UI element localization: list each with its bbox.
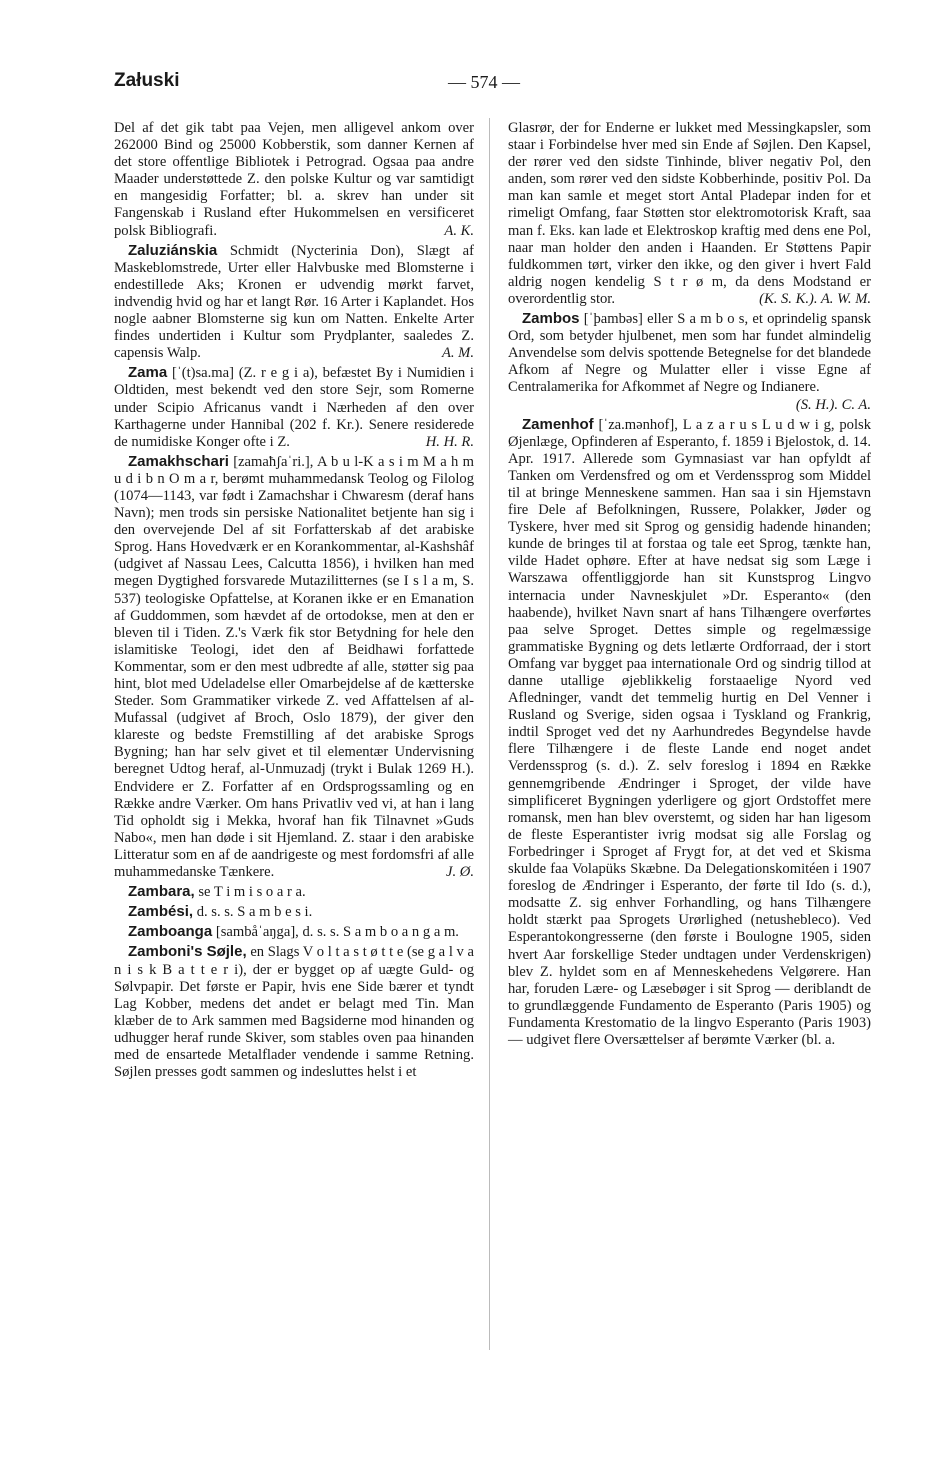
author-signature: A. M. bbox=[441, 345, 474, 362]
entry-zaluzianskia bbox=[114, 242, 474, 363]
entry-headword: Zama bbox=[128, 364, 168, 382]
column-divider bbox=[489, 118, 490, 1350]
continuation-text: Glasrør, der for Enderne er lukket med Messingkapsler, som staar i Forbindelse hver med sin Ende af Søjlen. Den Kapsel, der rører ved den sidste Tinhinde, bliver negativ Pol, den anden, som rører ved den sidste Kobberhinde, positiv Pol. Da man kan samle et meget stort Antal Pladepar inden for et rimeligt Omfang, faar Støtten stor elektromotorisk Kraft, saa man f. Eks. kan lade et Elektroskop kraftig med dens ene Pol, naar man holder den anden i Haanden. Er Støttens Papir fuldkommen tørt, virker den ikke, og den giver i hvert Fald aldrig nogen kendelig S t r ø m, da dens Modstand er overordentlig stor. bbox=[508, 120, 871, 307]
author-signature: (S. H.). C. A. bbox=[795, 396, 871, 413]
entry-headword: Zambara, bbox=[128, 883, 195, 901]
right-column bbox=[508, 120, 871, 1049]
entry-text: [zamaħʃaˈri.], A b u l-K a s i m M a h m u d i b n O m a r, berømt muhammedansk Teolog og Filolog (1074—1143, var født i Zamachshar i Chwaresm (deraf hans Navn); men trods sin persiske Nationalitet betjente han sig i den overvejende Del af sit Forfatterskab af det arabiske Sprog. Hans Hovedværk er en Korankommentar, al-Kashshâf (udgivet af Nassau Lees, Calcutta 1856), i hvilken han med megen Dygtighed forsvarede Mutazilitternes (se I s l a m, S. 537) teologiske Opfattelse, at Koranen ikke er en Emanation af Guddommen, som hævdet af de ortodokse, men at den er bleven til i Tiden. Z.'s Værk fik stor Betydning for hele den islamitiske Teologi, idet den af Beidhawi forfattede Kommentar, som er den mest udbredte af alle, støtter sig paa hint, blot med Udeladelse eller Omarbejdelse af de kætterske Steder. Som Grammatiker virkede Z. ved Affattelsen af al-Mufassal (udgivet af Broch, Oslo 1879), der giver den klareste og bedste Fremstilling af det arabiske Sprogs Bygning; han har selv givet et til elementær Undervisning beregnet Udtog heraf, al-Unmuzadj (trykt i Bulak 1269 H.). Endvidere er Z. Forfatter af en Ordsprogssamling og en Række andre Værker. Om hans Privatliv ved vi, at han i lang Tid opholdt sig i Mekka, hvoraf han fik Tilnavnet »Guds Nabo«, men han døde i sit Hjemland. Z. staar i den arabiske Litteratur som en af de aandrigeste og mest fordomsfri af alle muhammedanske Tænkere. bbox=[114, 453, 474, 881]
entry-zama bbox=[114, 364, 474, 450]
author-signature: J. Ø. bbox=[446, 864, 474, 881]
entry-headword: Zambési, bbox=[128, 903, 194, 921]
entry-headword: Zambos bbox=[522, 310, 580, 328]
entry-text: se T i m i s o a r a. bbox=[198, 884, 306, 901]
entry-headword: Zamakhschari bbox=[128, 452, 229, 470]
entry-text: Schmidt (Nycterinia Don), Slægt af Maskeblomstrede, Urter eller Halvbuske med Blomsterne i endestillede Aks; Kronen er udvendig mørkt farvet, indvendig hvid og har et langt Rør. 16 Arter i Kaplandet. Hos nogle aabner Blomsterne sig kun om Natten. Enkelte Arter findes undertiden i Kultur som Prydplanter, saaledes Z. capensis Walp. bbox=[114, 242, 474, 362]
entry-zambos bbox=[508, 310, 871, 414]
entry-zambara bbox=[114, 883, 474, 901]
entry-zambesi bbox=[114, 903, 474, 921]
entry-zamenhof bbox=[508, 416, 871, 1049]
entry-text: [ˈza.mənhof], L a z a r u s L u d w i g, polsk Øjenlæge, Opfinderen af Esperanto, f. 1859 i Bjelostok, d. 14. Apr. 1917. Allerede som Gymnasiast var han opfyldt af Tanken om Verdensfred og om et Verdenssprog som Middel til at bringe Menneskene sammen. Han saa i sin Hjemstavn fire Dele af Befolkningen, Russere, Polakker, Jøder og Tyskere, hver med sit Sprog og gensidig hadende hinanden; kunde de bringes til at forstaa og tale eet Sprog, tænkte han, vilde Hadet ophøre. Efter at have nedsat sig som Læge i Warszawa offentliggjorde han sit Kunstsprog Lingvo internacia under Navneskjulet »Dr. Esperanto« (den haabende), hvilket Navn snart af hans Tilhængere overførtes paa selve Sproget. Dettes simple og regelmæssige grammatiske Bygning og dets letlærte Ordforraad, der i stort Omfang var bygget paa internationale Ord og sindrig tillod at danne utallige øjeblikkelig forstaaelige Nyord ved Afledninger, vandt det temmelig hurtig en Del Venner i Rusland og Sverige, siden ogsaa i Tyskland og Frankrig, indtil Sproget ved det ny Aarhundredes Begyndelse havde flere Tilhængere i de fleste Lande end noget andet Verdenssprog (s. d.). Z. selv foreslog i 1894 en Række gennemgribende Ændringer i Sproget, der vilde have simplificeret Bygningen yderligere og gjort Ordstoffet mere romansk, men han blev overstemt, og siden har han ligesom de fleste Esperantister ivrig modsat sig alle Forslag og Forbedringer i Sproget af Frygt for, at det ved et Skisma skulde faa Volapüks Skæbne. Da Delegationskomitéen i 1907 foreslog de Ændringer i Esperanto, der førte til Ido (s. d.), modsatte Z. sig enhver Forhandling, og hans Tilhængere holdt stærkt paa Sprogets Urørlighed (netushebleco). Ved Esperantokongresserne (den første i Boulogne 1905, siden hvert Aar forskellige Steder undtagen under Verdenskrigen) blev Z. hyldet som en af Menneskehedens Velgørere. Han har, foruden Lære- og Læsebøger i sit Sprog — deriblandt de to grundlæggende Fundamento de Esperanto (Paris 1905) og Fundamenta Krestomatio de la lingvo Esperanto (Paris 1903) — udgivet flere Oversættelser af berømte Værker (bl. a. bbox=[508, 416, 871, 1048]
running-head-word: Załuski bbox=[114, 70, 180, 91]
author-signature: (K. S. K.). A. W. M. bbox=[759, 290, 871, 307]
entry-headword: Zamboni's Søjle, bbox=[128, 943, 247, 961]
entry-text: [ˈþambəs] eller S a m b o s, et oprindelig spansk Ord, som betyder hjulbenet, men som har fundet almindelig Anvendelse som delvis spottende Betegnelse for det blandede Afkom af Negre og Mulatter eller i visse Egne af Centralamerika for Afkommet af Negre og Indianere. bbox=[508, 311, 871, 396]
continuation-paragraph bbox=[508, 120, 871, 308]
author-signature: H. H. R. bbox=[425, 433, 474, 450]
continuation-paragraph bbox=[114, 120, 474, 240]
entry-headword: Zamboanga bbox=[128, 923, 213, 941]
entry-text: [ˈ(t)sa.ma] (Z. r e g i a), befæstet By i Numidien i Oldtiden, mest bekendt ved den store Sejr, som Romerne under Scipio Africanus vandt i Nærheden af den over Karthagerne under Hannibal (202 f. Kr.). Senere residerede de numidiske Konger ofte i Z. bbox=[114, 365, 474, 450]
left-column bbox=[114, 120, 474, 1081]
entry-zambonis-sojle bbox=[114, 943, 474, 1081]
page-number: — 574 — bbox=[448, 72, 520, 92]
entry-text: d. s. s. S a m b e s i. bbox=[196, 904, 313, 921]
entry-zamboanga bbox=[114, 923, 474, 941]
continuation-text: Del af det gik tabt paa Vejen, men alligevel ankom over 262000 Bind og 25000 Kobberstik, som danner Kernen af det store offentlige Bibliotek i Petrograd. Ogsaa paa andre Maader understøttede Z. den polske Kultur og var samtidigt en mangesidig Forfatter; bl. a. skrev han under sit Fangenskab i Rusland efter Hukommelsen en versificeret polsk Bibliografi. bbox=[114, 120, 474, 239]
author-signature: A. K. bbox=[444, 222, 474, 239]
entry-headword: Zaluziánskia bbox=[128, 241, 218, 259]
entry-zamakhschari bbox=[114, 453, 474, 881]
entry-text: [sambåˈaŋga], d. s. s. S a m b o a n g a m. bbox=[215, 924, 459, 941]
entry-headword: Zamenhof bbox=[522, 415, 594, 433]
entry-text: en Slags V o l t a s t ø t t e (se g a l v a n i s k B a t t e r i), der er bygget op af uægte Guld- og Sølvpapir. Det første er Papir, hvis ene Side bærer et tyndt Lag Kobber, medens det andet er belagt med Tin. Man klæber de to Ark sammen med Bagsiderne mod hinanden og udhugger heraf runde Skiver, som stables oven paa hinanden med de ensartede Metalflader vendende i samme Retning. Søjlen presses godt sammen og indesluttes helst i et bbox=[114, 944, 475, 1081]
